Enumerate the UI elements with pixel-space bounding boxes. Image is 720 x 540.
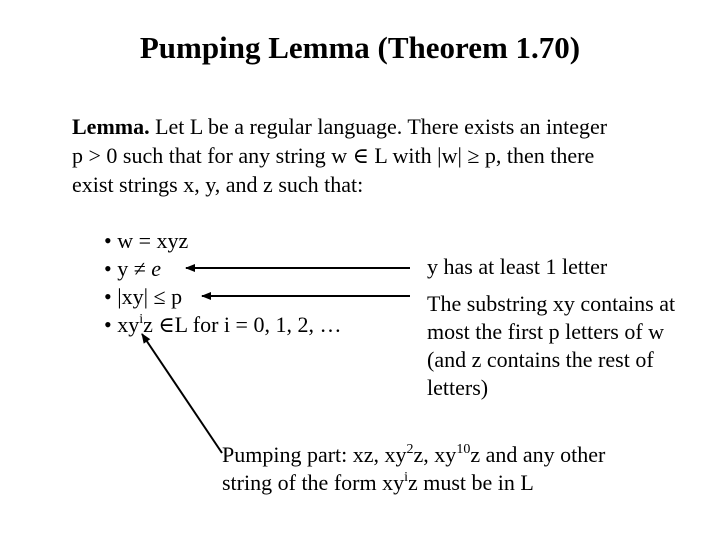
pump-b: z, xy [413, 442, 457, 467]
pump-sup-1: 2 [406, 441, 414, 457]
pump-c: z and any other [470, 442, 606, 467]
lemma-label: Lemma. [72, 114, 150, 139]
slide-title: Pumping Lemma (Theorem 1.70) [139, 30, 581, 65]
pump-sup-3: i [404, 469, 408, 485]
pump-sup-2: 10 [456, 441, 471, 457]
condition-pumping-sup: i [139, 311, 144, 327]
pump-line2-a: string of the form xy [222, 470, 405, 495]
lemma-line-3: exist strings x, y, and z such that: [72, 172, 364, 197]
condition-pumping-a: • xy [104, 312, 140, 337]
note-xy-line-2: most the first p letters of w [427, 319, 665, 344]
condition-pumping-b: z ∈L for i = 0, 1, 2, … [143, 312, 342, 337]
condition-y-not-empty-text: • y ≠ [104, 256, 152, 281]
empty-string-symbol: e [151, 256, 162, 281]
lemma-line-2: p > 0 such that for any string w ∈ L with |w| ≥ p, then there [72, 143, 595, 168]
arrow-to-pumping-condition [142, 334, 222, 453]
lemma-line-1-text: Let L be a regular language. There exists an integer [149, 114, 608, 139]
note-xy-line-3: (and z contains the rest of [427, 347, 654, 372]
pump-line2-b: z must be in L [407, 470, 534, 495]
note-xy-line-1: The substring xy contains at [427, 291, 676, 316]
condition-xy-length: • |xy| ≤ p [104, 284, 183, 309]
note-xy-line-4: letters) [427, 375, 489, 400]
note-y-length: y has at least 1 letter [427, 254, 608, 279]
pump-a: Pumping part: xz, xy [222, 442, 407, 467]
condition-w-equals-xyz: • w = xyz [104, 228, 189, 253]
